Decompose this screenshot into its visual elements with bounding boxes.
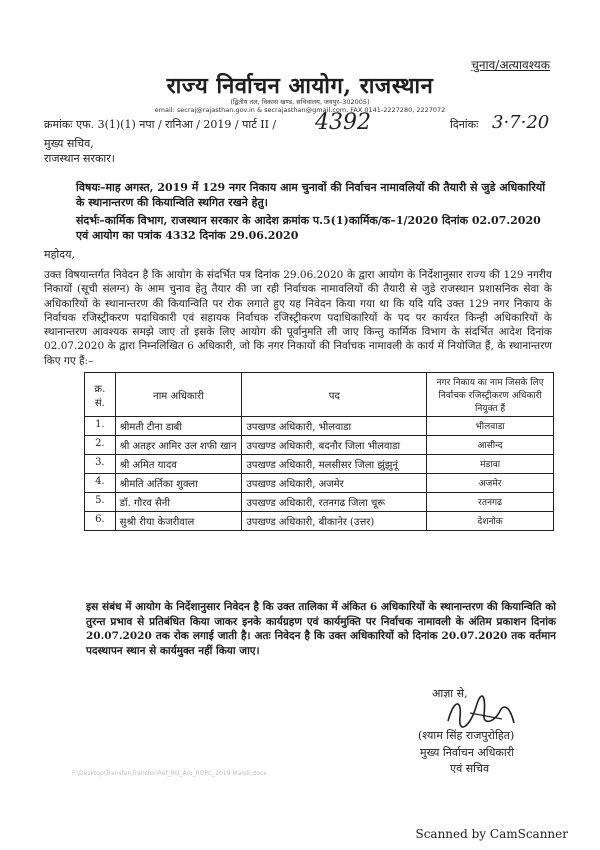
row-serial: 3.	[85, 455, 116, 474]
reference-number-label: क्रमांकः एफ. 3(1)(1) नपा / रानिआ / 2019 / पार्ट II /	[44, 118, 277, 131]
table-row	[85, 436, 554, 455]
table-row	[85, 455, 554, 474]
row-serial: 6.	[85, 512, 116, 531]
addressee-line-2: राजस्थान सरकार।	[44, 152, 115, 165]
header-urban-body: नगर निकाय का नाम जिसके लिए निर्वाचक रजिस्ट्रीकरण अधिकारी नियुक्त हैं	[427, 373, 554, 417]
officers-table	[84, 372, 554, 531]
date-label: दिनांकः	[450, 118, 479, 131]
row-urban-body: देशनोक	[427, 512, 554, 531]
signatory-name: (श्याम सिंह राजपुरोहित)	[418, 729, 515, 742]
row-serial: 4.	[85, 474, 116, 493]
row-post: उपखण्ड अधिकारी, मलसीसर जिला झुंझुनूं	[242, 455, 427, 474]
by-order-text: आज्ञा से,	[432, 687, 468, 700]
table-row	[85, 512, 554, 531]
address-line-1: (द्वितीय तल, विकास खण्ड, सचिवालय, जयपुर–302005)	[230, 98, 370, 106]
row-post: उपखण्ड अधिकारी, अजमेर	[242, 474, 427, 493]
row-urban-body: भीलवाडा	[427, 417, 554, 436]
row-officer-name: श्रीमति अर्तिका शुक्ला	[115, 474, 242, 493]
subject	[76, 180, 556, 210]
row-serial: 2.	[85, 436, 116, 455]
row-post: उपखण्ड अधिकारी, बीकानेर (उत्तर)	[242, 512, 427, 531]
row-officer-name: श्री अतहर आमिर उल शफी खान	[115, 436, 242, 455]
row-officer-name: श्री अमित यादव	[115, 455, 242, 474]
body-paragraph: उक्त विषयान्तर्गत निवेदन है कि आयोग के संदर्भित पत्र दिनांक 29.06.2020 के द्वारा आयोग के निर्देशानुसार राज्य की 129 नगरीय निकायों (सूची संलग्न) के आम चुनाव हेतु तैयार की जा रही निर्वाचक नामावलियों की तैयारी से जुडे राजस्थान प्रशासनिक सेवा के अधिकारियों के स्थानान्तरण की कियान्विति पर रोक लगाते हुए यह निवेदन किया गया था कि यदि यदि उक्त 129 नगर निकाय के निर्वाचक रजिस्ट्रीकरण पदाधिकारी एवं सहायक निर्वाचक रजिस्ट्रीकरण पदाधिकारियों के पद पर कार्यरत किन्ही अधिकारियों के स्थानान्तरण आवश्यक समझे जाए तो इसके लिए आयोग की पूर्वानुमति ली जाए किन्तु कार्मिक विभाग के संदर्भित आदेश दिनांक 02.07.2020 के द्वारा निम्नलिखित 6 अधिकारी, जो कि नगर निकायों की निर्वाचक नामावली के कार्य में नियोजित हैं, के स्थानान्तरण किए गए हैं:–	[44, 269, 552, 367]
row-post: उपखण्ड अधिकारी, बदनौर जिला भीलवाडा	[242, 436, 427, 455]
header-officer-name: नाम अधिकारी	[115, 373, 242, 417]
addressee-line-1: मुख्य सचिव,	[44, 137, 94, 150]
signatory-designation-2: एवं सचिव	[450, 762, 490, 775]
closing-paragraph: इस संबंध में आयोग के निर्देशानुसार निवेदन है कि उक्त तालिका में अंकित 6 अधिकारियों के स्थानान्तरण की कियान्विति को तुरन्त प्रभाव से प्रतिबंधित किया जाकर इनके कार्यग्रहण एवं कार्यमुक्ति पर निर्वाचक नामावली के अंतिम प्रकाशन दिनांक 20.07.2020 तक रोक लगाई जाती है। अतः निवेदन है कि उक्त अधिकारियों को दिनांक 20.07.2020 तक वर्तमान पदस्थापन स्थान से कार्यमुक्त नहीं किया जाए।	[86, 601, 556, 657]
row-post: उपखण्ड अधिकारी, भीलवाडा	[242, 417, 427, 436]
row-urban-body: रतनगढ	[427, 493, 554, 512]
table-row	[85, 474, 554, 493]
reference-section	[76, 213, 556, 243]
row-serial: 5.	[85, 493, 116, 512]
camscanner-watermark: Scanned by CamScanner	[415, 827, 568, 841]
row-urban-body: मंडावा	[427, 455, 554, 474]
table-row	[85, 417, 554, 436]
signature	[440, 693, 520, 733]
row-urban-body: अजमेर	[427, 474, 554, 493]
subject-text: माह अगस्त, 2019 में 129 नगर निकाय आम चुनावों की निर्वाचन नामावलियों की तैयारी से जुडे अधिकारियों के स्थानान्तरण की कियान्विति स्थगित रखने हेतु।	[76, 181, 546, 209]
salutation: महोदय,	[44, 248, 75, 261]
row-post: उपखण्ड अधिकारी, रतनगढ जिला चूरू	[242, 493, 427, 512]
reference-text: कार्मिक विभाग, राजस्थान सरकार के आदेश क्रमांक प.5(1)कार्मिक/क–1/2020 दिनांक 02.07.2020 एवं आयोग का पत्रांक 4332 दिनांक 29.06.2020	[76, 214, 541, 242]
table-header-row	[85, 373, 554, 417]
urgent-label: चुनाव/अत्यावश्यक	[471, 58, 550, 72]
row-officer-name: डॉ. गौरव सैनी	[115, 493, 242, 512]
header-serial: क्र. सं.	[85, 373, 116, 417]
reference-label: संदर्भः–	[76, 214, 105, 227]
reference-number-handwritten: 4392	[315, 110, 371, 135]
subject-label: विषयः–	[76, 181, 106, 194]
date-handwritten: 3·7·20	[492, 112, 550, 133]
row-serial: 1.	[85, 417, 116, 436]
signatory-designation: मुख्य निर्वाचन अधिकारी	[420, 746, 515, 759]
row-officer-name: सुश्री रीया केजरीवाल	[115, 512, 242, 531]
row-officer-name: श्रीमती टीना डाबी	[115, 417, 242, 436]
file-path-note: F:\Desktop\Transfer\Transfer-Ref_RO_Aro_RGPC_2019 Mandi.docx	[72, 770, 267, 777]
address-line-2: email: secraj@rajasthan.gov.in & secrajasthan@gmail.com, FAX 0141-2227280, 2227072	[154, 106, 446, 114]
page-title: राज्य निर्वाचन आयोग, राजस्थान	[166, 73, 434, 99]
header-post: पद	[242, 373, 427, 417]
table-row	[85, 493, 554, 512]
row-urban-body: आसीन्द	[427, 436, 554, 455]
